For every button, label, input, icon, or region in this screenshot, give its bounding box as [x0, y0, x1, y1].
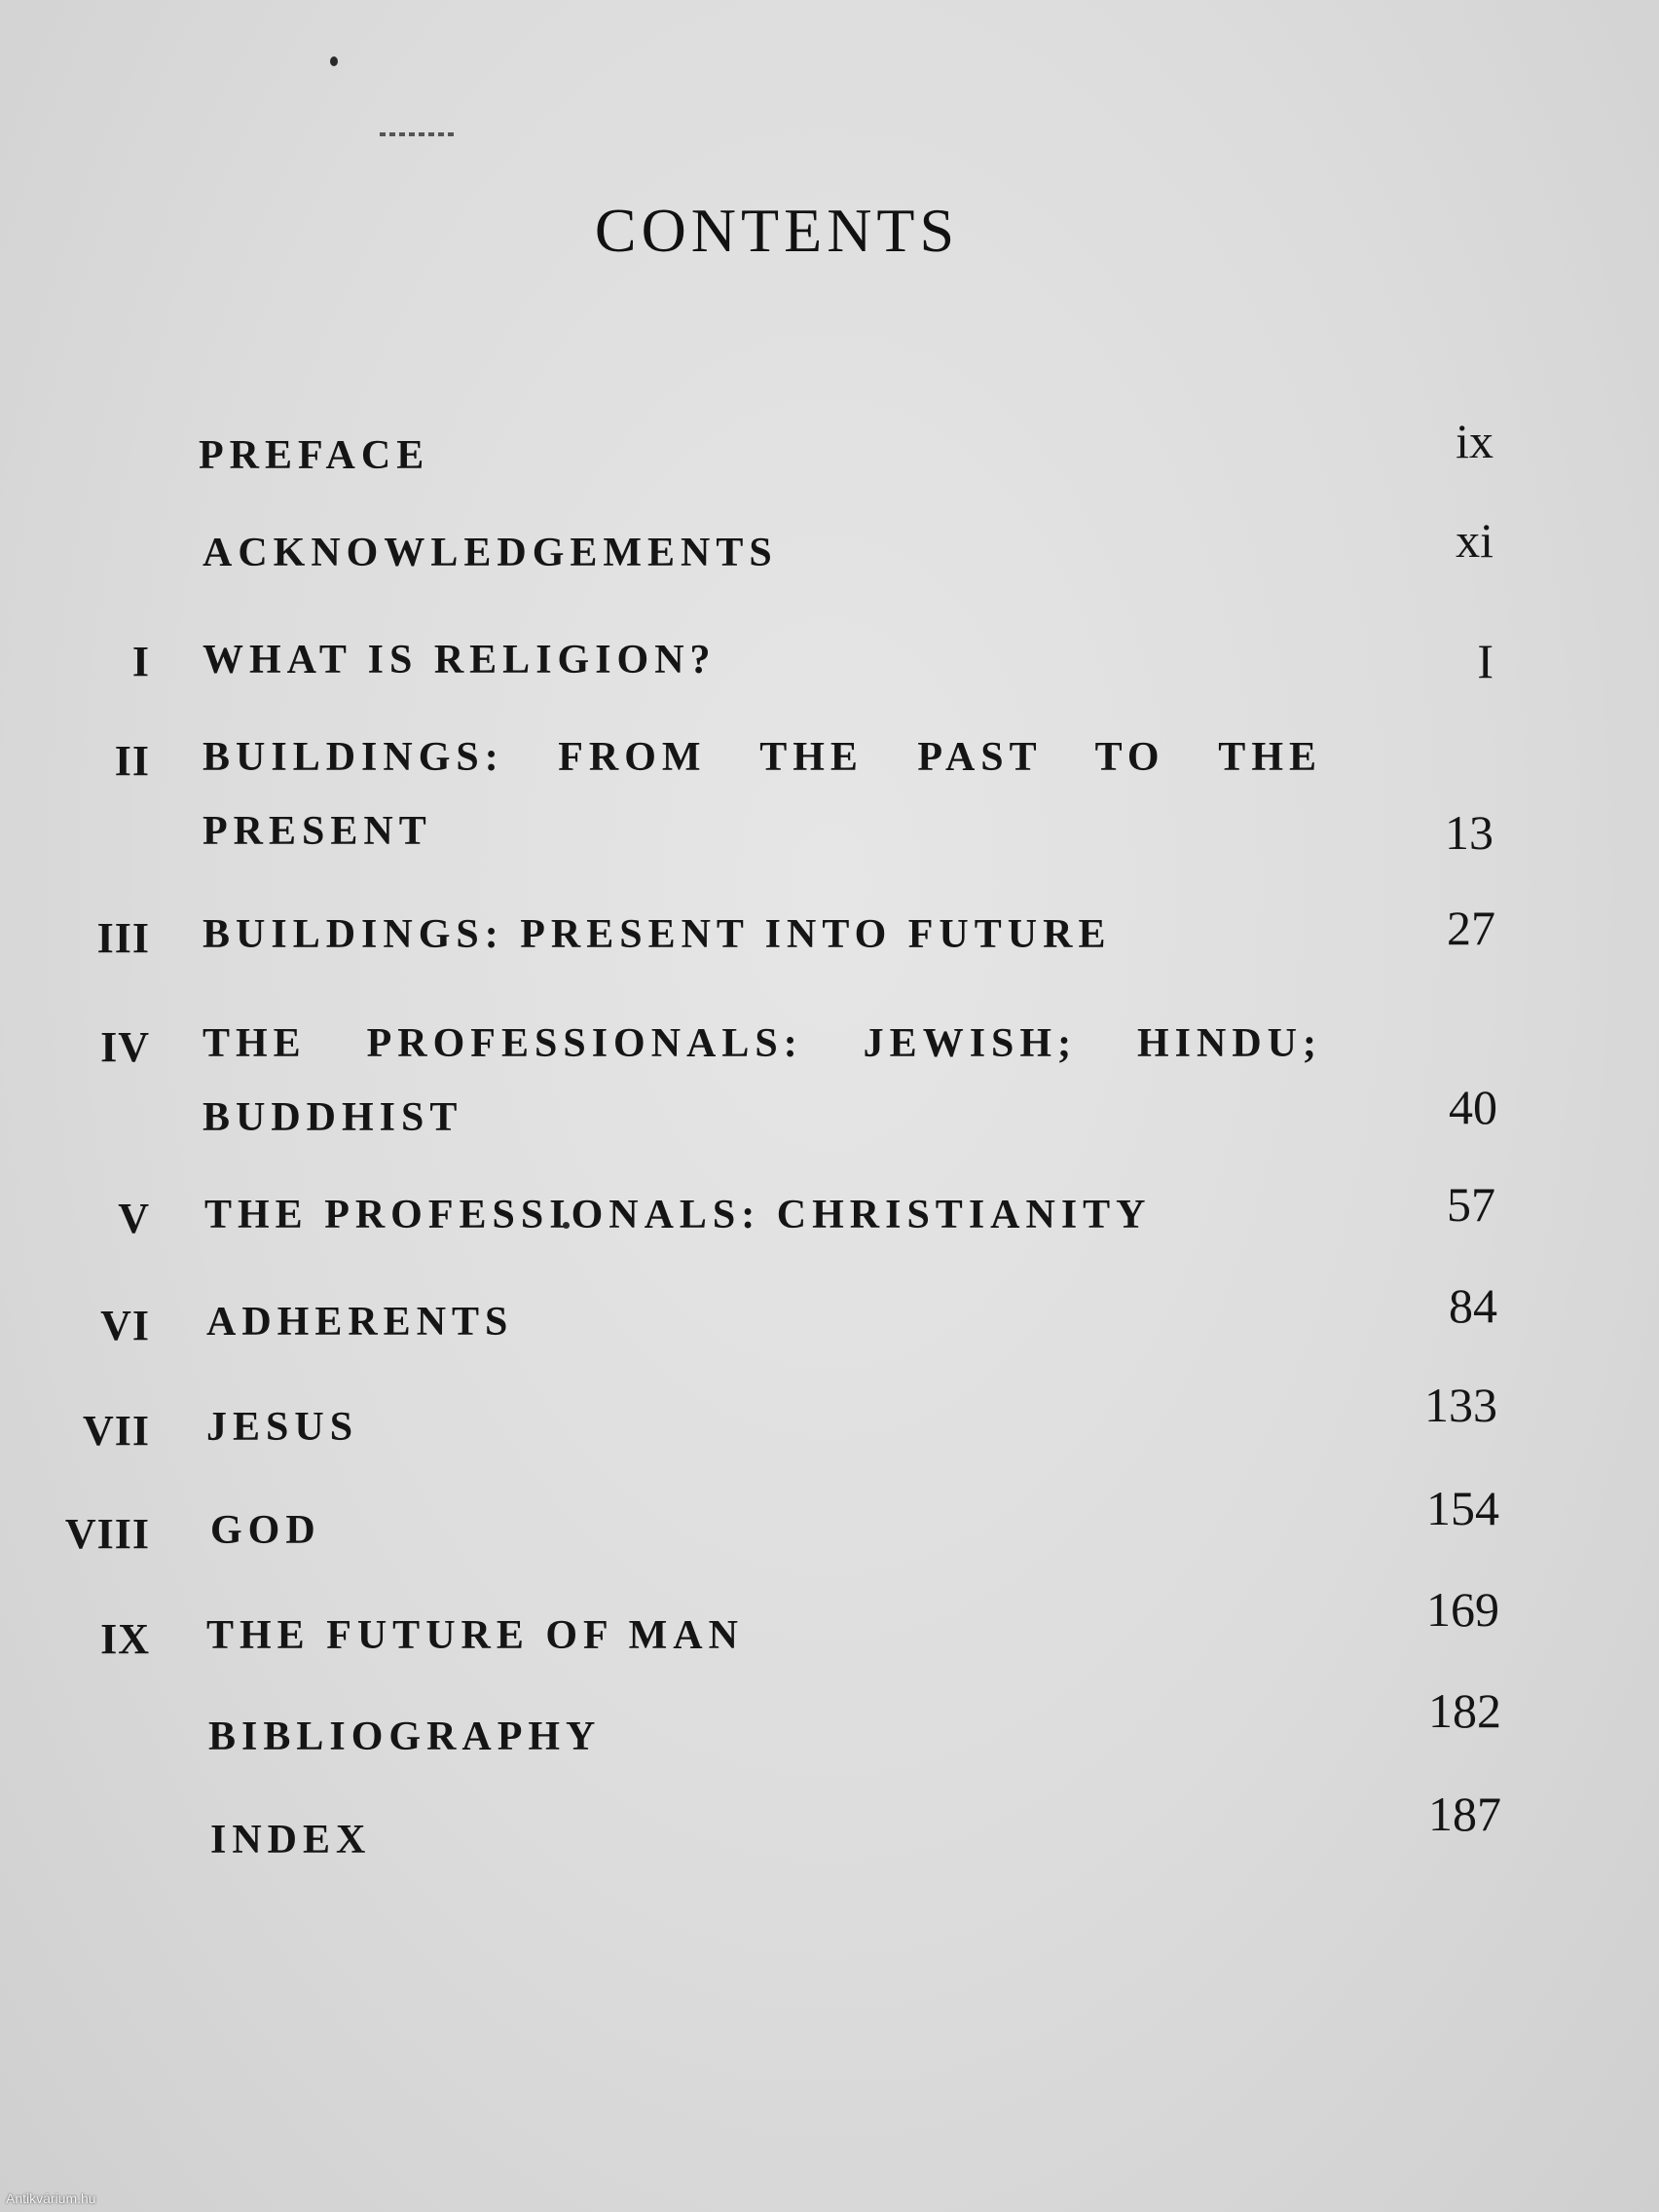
watermark-text: Antikvárium.hu — [6, 2191, 96, 2206]
page-number: 182 — [1428, 1683, 1501, 1738]
page-number: 40 — [1449, 1080, 1497, 1134]
chapter-number: IV — [100, 1023, 150, 1071]
entry-title: ADHERENTS — [206, 1300, 514, 1345]
chapter-number: II — [114, 737, 150, 785]
page-number: ix — [1456, 414, 1493, 468]
entry-title: INDEX — [210, 1818, 372, 1862]
chapter-number: VIII — [64, 1510, 150, 1558]
entry-title: JESUS — [206, 1405, 359, 1450]
entry-title: WHAT IS RELIGION? — [203, 638, 717, 682]
entry-title — [203, 1007, 1322, 1155]
chapter-number: VI — [100, 1302, 150, 1349]
page-number: xi — [1456, 513, 1493, 568]
page-number: 133 — [1424, 1378, 1497, 1432]
page-number: 13 — [1445, 805, 1493, 860]
chapter-number: I — [131, 638, 150, 685]
entry-title-line-2: PRESENT — [203, 809, 432, 854]
entry-title: BIBLIOGRAPHY — [208, 1714, 602, 1759]
chapter-number: III — [96, 914, 150, 962]
entry-title: ACKNOWLEDGEMENTS — [203, 531, 778, 575]
entry-title: PREFACE — [199, 433, 430, 478]
page-number: 169 — [1426, 1582, 1499, 1637]
entry-title: GOD — [210, 1508, 321, 1553]
page-number: 187 — [1428, 1787, 1501, 1841]
page-number: 27 — [1447, 901, 1495, 955]
entry-title-line-1: THE PROFESSIONALS: JEWISH; HINDU; — [203, 1021, 1322, 1066]
page-number: I — [1477, 634, 1493, 688]
entry-title-line-2: BUDDHIST — [203, 1095, 463, 1140]
page-title: CONTENTS — [594, 196, 960, 265]
ink-speck — [330, 56, 338, 66]
chapter-number: VII — [82, 1407, 150, 1455]
chapter-number: IX — [100, 1615, 150, 1663]
entry-title — [203, 720, 1322, 868]
printer-ornament — [380, 132, 458, 136]
entry-title: BUILDINGS: PRESENT INTO FUTURE — [203, 912, 1112, 957]
page-number: 154 — [1426, 1481, 1499, 1535]
entry-title: THE PROFESSIONALS: CHRISTIANITY — [204, 1193, 1152, 1237]
chapter-number: V — [118, 1195, 150, 1242]
page-number: 84 — [1449, 1278, 1497, 1333]
entry-title-line-1: BUILDINGS: FROM THE PAST TO THE — [203, 735, 1322, 780]
page-number: 57 — [1447, 1177, 1495, 1232]
entry-title: THE FUTURE OF MAN — [206, 1613, 744, 1658]
